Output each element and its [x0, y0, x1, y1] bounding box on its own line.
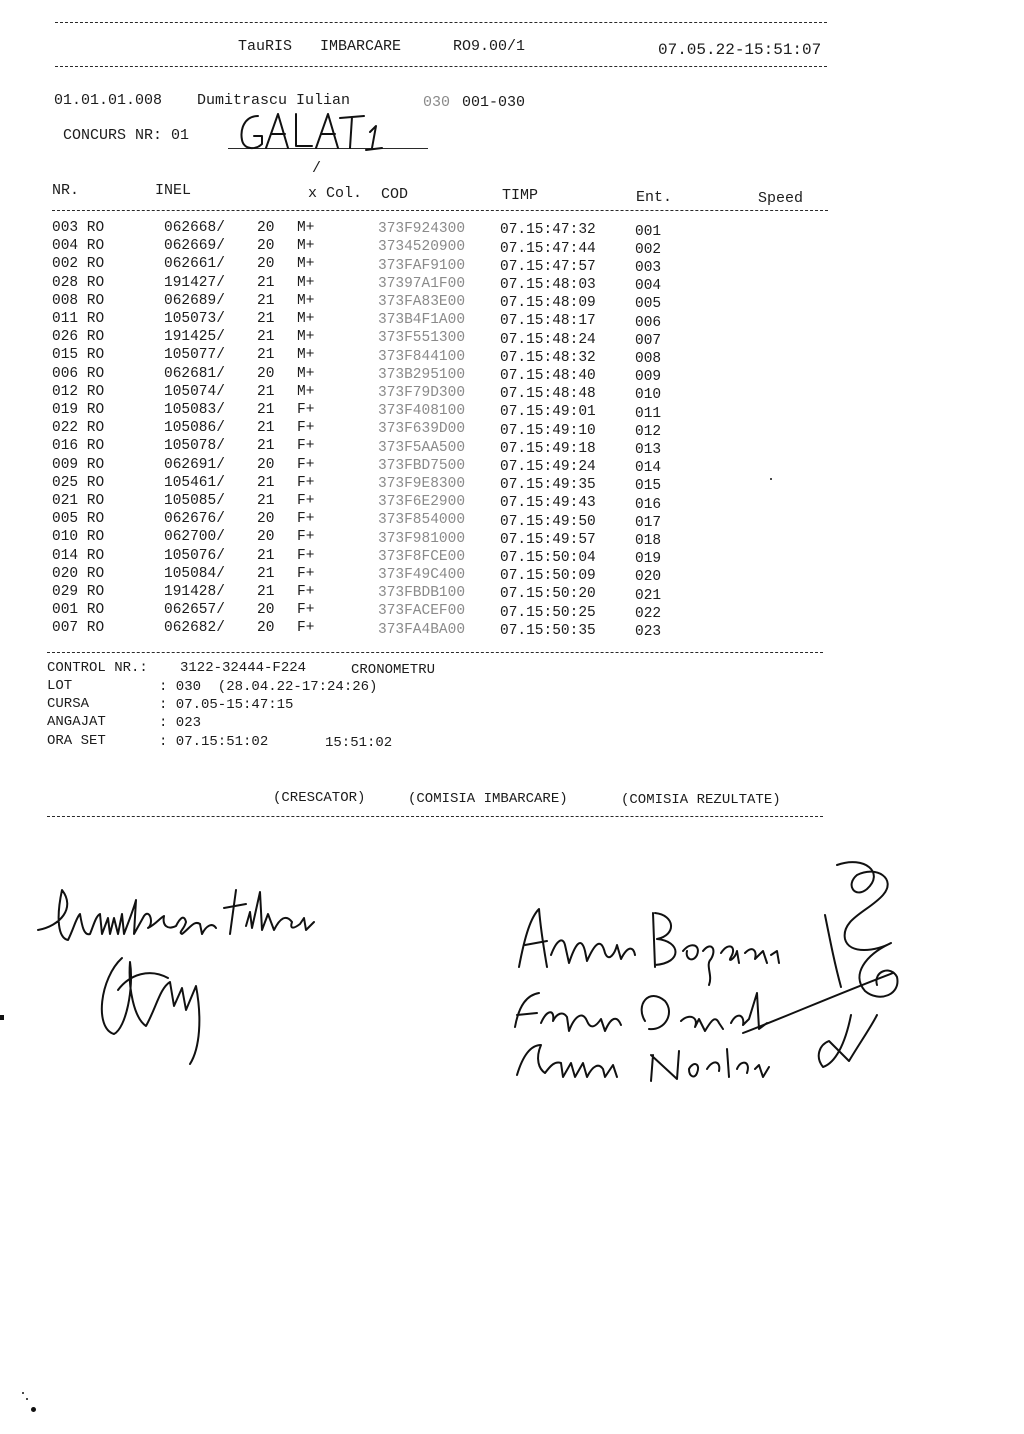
cell-nr: 006 RO — [52, 365, 105, 382]
col-xcol: x Col. — [308, 185, 363, 202]
cell-sex: F+ — [297, 602, 315, 619]
cell-age: 21 — [257, 474, 275, 491]
cell-cod: 373FBD7500 — [378, 457, 466, 474]
cell-inel: 191425/ — [164, 329, 225, 346]
cell-cod: 373F5AA500 — [378, 439, 466, 456]
cell-inel: 105076/ — [164, 547, 225, 564]
cell-nr: 007 RO — [52, 620, 105, 637]
cell-ent: 017 — [635, 514, 662, 531]
cell-ent: 002 — [635, 241, 662, 258]
cell-timp: 07.15:47:44 — [500, 240, 596, 257]
cell-nr: 021 RO — [52, 493, 105, 509]
control-label: CONTROL NR.: — [47, 660, 148, 676]
cell-timp: 07.15:49:01 — [500, 404, 596, 421]
cell-ent: 018 — [635, 532, 662, 549]
cell-sex: M+ — [297, 292, 315, 309]
cell-timp: 07.15:48:32 — [500, 349, 596, 366]
cell-cod: 373F639D00 — [378, 421, 466, 438]
cell-age: 21 — [257, 383, 275, 400]
cell-inel: 062669/ — [164, 238, 225, 255]
owner-name: Dumitrascu Iulian — [197, 92, 351, 109]
scan-speck — [22, 1392, 24, 1394]
cell-cod: 373F924300 — [378, 221, 466, 238]
cell-nr: 014 RO — [52, 547, 105, 564]
cell-cod: 373F79D300 — [378, 384, 466, 401]
cell-age: 21 — [257, 274, 275, 291]
control-device: CRONOMETRU — [351, 662, 436, 678]
cell-inel: 062691/ — [164, 456, 225, 473]
cell-age: 21 — [257, 584, 275, 600]
cell-sex: F+ — [297, 565, 315, 582]
cell-nr: 022 RO — [52, 420, 105, 437]
header-title: IMBARCARE — [320, 38, 402, 55]
table-row — [0, 293, 1024, 311]
cell-timp: 07.15:49:24 — [500, 458, 596, 475]
cell-age: 21 — [257, 420, 275, 437]
table-row — [0, 457, 1024, 475]
cell-nr: 028 RO — [52, 274, 105, 291]
cell-timp: 07.15:47:57 — [500, 258, 596, 275]
header-app: TauRIS — [238, 38, 293, 55]
cell-inel: 062689/ — [164, 292, 225, 309]
cell-sex: F+ — [297, 420, 315, 437]
cell-cod: 373FBDB100 — [378, 585, 466, 602]
cell-cod: 373FA4BA00 — [378, 621, 466, 638]
cell-sex: M+ — [297, 329, 315, 346]
signature-comisia — [505, 855, 910, 1100]
table-row — [0, 493, 1024, 511]
cell-timp: 07.15:49:50 — [500, 513, 596, 530]
cell-ent: 013 — [635, 441, 662, 458]
cell-cod: 373FACEF00 — [378, 603, 466, 620]
cell-timp: 07.15:50:25 — [500, 604, 596, 621]
cell-timp: 07.15:49:18 — [500, 440, 596, 457]
cell-age: 21 — [257, 292, 275, 309]
cell-sex: F+ — [297, 529, 315, 546]
cell-nr: 009 RO — [52, 456, 105, 473]
cell-nr: 002 RO — [52, 256, 105, 273]
table-row — [0, 275, 1024, 293]
cell-inel: 105086/ — [164, 420, 225, 437]
cell-ent: 012 — [635, 423, 662, 440]
table-row — [0, 238, 1024, 256]
cell-inel: 191427/ — [164, 274, 225, 291]
cell-timp: 07.15:48:17 — [500, 313, 596, 330]
cell-age: 20 — [257, 238, 275, 255]
cell-nr: 012 RO — [52, 383, 105, 400]
table-row — [0, 475, 1024, 493]
table-row — [0, 548, 1024, 566]
table-row — [0, 256, 1024, 274]
scan-speck — [31, 1407, 36, 1412]
table-row — [0, 384, 1024, 402]
cell-ent: 008 — [635, 350, 662, 367]
signature-crescator — [30, 878, 330, 1068]
cell-sex: M+ — [297, 347, 315, 364]
cell-timp: 07.15:50:35 — [500, 622, 596, 639]
cell-cod: 373F981000 — [378, 530, 466, 547]
table-row — [0, 366, 1024, 384]
cell-ent: 006 — [635, 314, 662, 331]
table-row — [0, 566, 1024, 584]
table-row — [0, 347, 1024, 365]
cell-timp: 07.15:49:57 — [500, 531, 596, 548]
cell-ent: 007 — [635, 332, 662, 349]
table-row — [0, 438, 1024, 456]
cell-sex: F+ — [297, 456, 315, 473]
cell-age: 21 — [257, 347, 275, 364]
owner-code: 01.01.01.008 — [54, 92, 163, 109]
cell-sex: F+ — [297, 620, 315, 637]
cell-nr: 011 RO — [52, 311, 105, 327]
cell-ent: 004 — [635, 278, 662, 295]
cell-age: 20 — [257, 529, 275, 546]
caption-comisia-imbarcare: (COMISIA IMBARCARE) — [408, 791, 568, 807]
cell-cod: 373FA83E00 — [378, 293, 466, 310]
cell-timp: 07.15:48:40 — [500, 367, 596, 384]
cell-cod: 373F854000 — [378, 512, 466, 529]
col-timp: TIMP — [502, 187, 539, 204]
cell-inel: 105074/ — [164, 383, 225, 400]
table-row — [0, 220, 1024, 238]
cell-cod: 373F6E2900 — [378, 494, 466, 511]
cell-sex: M+ — [297, 383, 315, 400]
cell-cod: 3734520900 — [378, 239, 466, 256]
cell-age: 21 — [257, 547, 275, 564]
cell-age: 21 — [257, 329, 275, 346]
cell-cod: 373F49C400 — [378, 566, 466, 583]
cell-inel: 105077/ — [164, 347, 225, 364]
cell-inel: 062668/ — [164, 220, 225, 236]
cell-inel: 062661/ — [164, 256, 225, 273]
scan-speck — [26, 1398, 28, 1400]
contest-label: CONCURS NR: 01 — [63, 127, 190, 144]
cell-inel: 062657/ — [164, 602, 225, 619]
cell-timp: 07.15:48:48 — [500, 386, 596, 403]
cell-sex: F+ — [297, 402, 315, 418]
cursa-label: CURSA — [47, 696, 90, 712]
cell-sex: M+ — [297, 365, 315, 382]
cell-timp: 07.15:48:03 — [500, 276, 596, 293]
signature-separator — [47, 816, 823, 817]
header-datetime: 07.05.22-15:51:07 — [658, 41, 822, 59]
col-inel: INEL — [155, 182, 192, 199]
col-ent: Ent. — [636, 189, 673, 206]
cell-inel: 191428/ — [164, 584, 225, 600]
cell-age: 21 — [257, 402, 275, 418]
cell-age: 20 — [257, 602, 275, 619]
cell-ent: 009 — [635, 369, 662, 386]
handwritten-contest-name — [236, 108, 396, 156]
cell-ent: 014 — [635, 460, 662, 477]
cell-inel: 062676/ — [164, 511, 225, 528]
table-row — [0, 620, 1024, 638]
table-row — [0, 402, 1024, 420]
cell-age: 20 — [257, 620, 275, 637]
cell-age: 21 — [257, 311, 275, 327]
cell-sex: M+ — [297, 220, 315, 236]
cell-cod: 373B295100 — [378, 366, 466, 383]
cell-age: 21 — [257, 493, 275, 509]
table-row — [0, 329, 1024, 347]
cell-sex: F+ — [297, 474, 315, 491]
cell-sex: F+ — [297, 584, 315, 600]
cell-age: 20 — [257, 256, 275, 273]
cell-ent: 001 — [635, 223, 662, 240]
cell-nr: 016 RO — [52, 438, 105, 455]
caption-comisia-rezultate: (COMISIA REZULTATE) — [621, 792, 781, 808]
cell-ent: 010 — [635, 387, 662, 404]
cell-sex: F+ — [297, 493, 315, 509]
cell-sex: M+ — [297, 274, 315, 291]
cell-sex: F+ — [297, 511, 315, 528]
cell-ent: 019 — [635, 551, 662, 568]
cell-nr: 019 RO — [52, 402, 105, 418]
cell-cod: 37397A1F00 — [378, 275, 466, 292]
cell-ent: 020 — [635, 569, 662, 586]
caption-crescator: (CRESCATOR) — [273, 790, 366, 806]
cell-inel: 105083/ — [164, 402, 225, 418]
cell-inel: 062700/ — [164, 529, 225, 546]
col-cod: COD — [381, 186, 409, 203]
cell-timp: 07.15:50:04 — [500, 549, 596, 566]
cell-ent: 023 — [635, 623, 662, 640]
cell-timp: 07.15:49:43 — [500, 495, 596, 512]
table-row — [0, 311, 1024, 329]
cell-cod: 373F408100 — [378, 403, 466, 420]
cell-sex: M+ — [297, 256, 315, 273]
cell-ent: 021 — [635, 587, 662, 604]
table-row — [0, 584, 1024, 602]
cell-nr: 025 RO — [52, 474, 105, 491]
cell-ent: 016 — [635, 496, 662, 513]
lot-label: LOT — [47, 678, 73, 694]
cell-sex: F+ — [297, 547, 315, 564]
cell-sex: M+ — [297, 238, 315, 255]
table-row — [0, 529, 1024, 547]
cell-ent: 003 — [635, 259, 662, 276]
cell-sex: M+ — [297, 311, 315, 327]
header-form-code: RO9.00/1 — [453, 38, 526, 55]
cell-age: 21 — [257, 438, 275, 455]
cell-timp: 07.15:50:20 — [500, 586, 596, 603]
cell-ent: 011 — [635, 405, 662, 422]
cell-ent: 005 — [635, 296, 662, 313]
scan-speck — [770, 478, 772, 480]
angajat-value: : 023 — [159, 715, 202, 731]
header-separator — [55, 66, 827, 67]
cell-nr: 003 RO — [52, 220, 105, 236]
cell-age: 21 — [257, 565, 275, 582]
cell-age: 20 — [257, 456, 275, 473]
cell-inel: 062682/ — [164, 620, 225, 637]
cell-inel: 105084/ — [164, 565, 225, 582]
cell-cod: 373F551300 — [378, 330, 466, 347]
table-bottom-separator — [47, 652, 823, 653]
cell-age: 20 — [257, 365, 275, 382]
cell-timp: 07.15:50:09 — [500, 568, 596, 585]
ora-set-value: : 07.15:51:02 — [159, 734, 269, 750]
cell-inel: 105073/ — [164, 311, 225, 327]
cell-nr: 010 RO — [52, 529, 105, 546]
lot-value: : 030 (28.04.22-17:24:26) — [159, 679, 378, 695]
scan-speck — [0, 1015, 4, 1020]
cell-inel: 062681/ — [164, 365, 225, 382]
cell-inel: 105078/ — [164, 438, 225, 455]
cell-timp: 07.15:49:10 — [500, 422, 596, 439]
cell-age: 20 — [257, 511, 275, 528]
cell-cod: 373B4F1A00 — [378, 312, 466, 329]
cell-timp: 07.15:49:35 — [500, 477, 596, 494]
ora-set-label: ORA SET — [47, 733, 106, 749]
cell-nr: 020 RO — [52, 565, 105, 582]
owner-lot: 030 — [423, 94, 451, 111]
table-header-separator — [52, 210, 828, 211]
cell-cod: 373F844100 — [378, 348, 466, 365]
col-speed: Speed — [758, 190, 804, 207]
cell-inel: 105085/ — [164, 493, 225, 509]
cell-nr: 015 RO — [52, 347, 105, 364]
cell-nr: 004 RO — [52, 238, 105, 255]
cell-nr: 029 RO — [52, 584, 105, 600]
control-value: 3122-32444-F224 — [180, 660, 307, 676]
ora-set-time: 15:51:02 — [325, 735, 393, 751]
col-nr: NR. — [52, 182, 80, 199]
table-row — [0, 511, 1024, 529]
cell-sex: F+ — [297, 438, 315, 455]
cell-age: 20 — [257, 220, 275, 236]
cell-timp: 07.15:48:09 — [500, 295, 596, 312]
cell-timp: 07.15:47:32 — [500, 222, 596, 239]
cell-nr: 001 RO — [52, 602, 105, 619]
angajat-label: ANGAJAT — [47, 714, 106, 730]
cell-ent: 022 — [635, 605, 662, 622]
cell-ent: 015 — [635, 478, 662, 495]
cell-timp: 07.15:48:24 — [500, 331, 596, 348]
cursa-value: : 07.05-15:47:15 — [159, 697, 294, 713]
cell-cod: 373F8FCE00 — [378, 548, 466, 565]
cell-nr: 008 RO — [52, 292, 105, 309]
cell-nr: 005 RO — [52, 511, 105, 528]
owner-range: 001-030 — [462, 94, 526, 111]
cell-cod: 373F9E8300 — [378, 475, 466, 492]
top-separator — [55, 22, 827, 23]
stray-slash-mark: / — [312, 160, 322, 177]
cell-nr: 026 RO — [52, 329, 105, 346]
cell-inel: 105461/ — [164, 474, 225, 491]
table-row — [0, 420, 1024, 438]
table-row — [0, 602, 1024, 620]
cell-cod: 373FAF9100 — [378, 257, 466, 274]
